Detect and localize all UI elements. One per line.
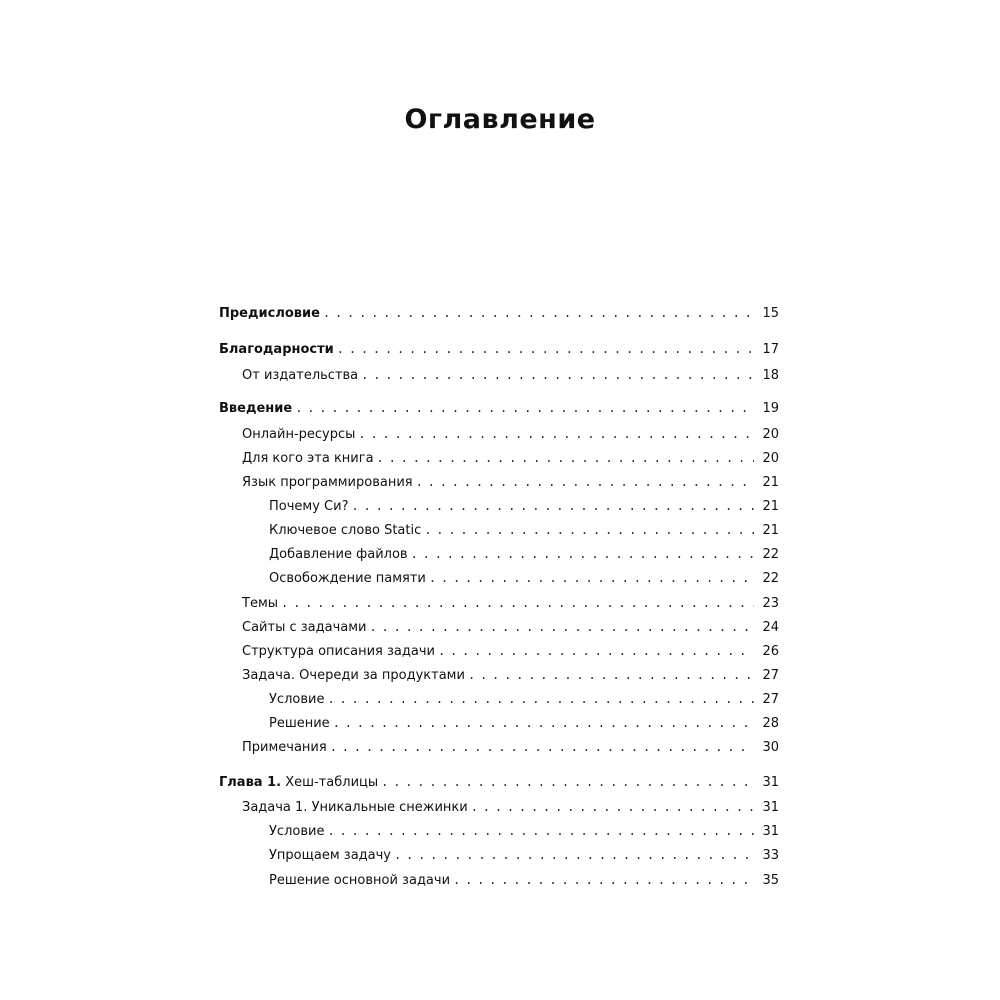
toc-entry: Ключевое слово Static . . . 21 [269,520,779,540]
toc-entry: Условие . . . 31 [269,821,779,841]
page-number: 35 [762,873,779,888]
page-number: 27 [762,668,779,683]
dot-leader [281,593,754,613]
dot-leader [471,797,754,817]
dot-leader [468,665,754,685]
page-number: 17 [762,342,779,357]
dot-leader [411,544,754,564]
toc-entry: Почему Си? . . . 21 [269,496,779,516]
page-number: 18 [762,368,779,383]
toc-entry: Структура описания задачи . . . 26 [242,641,779,661]
toc-entry: Язык программирования . . . 21 [242,472,779,492]
page-title: Оглавление [404,104,596,135]
toc-entry: Глава 1. Хеш-таблицы . . . 31 [219,772,779,792]
page-number: 21 [762,499,779,514]
dot-leader [327,689,754,709]
toc-entry: Условие . . . 27 [269,689,779,709]
toc-entry: Предисловие . . . 15 [219,303,779,323]
dot-leader [369,617,754,637]
toc-entry: Для кого эта книга . . . 20 [242,448,779,468]
dot-leader [337,339,754,359]
toc-entry: Онлайн-ресурсы . . . 20 [242,424,779,444]
page-number: 15 [762,306,779,321]
page-number: 28 [762,716,779,731]
dot-leader [330,737,754,757]
dot-leader [333,713,754,733]
toc-entry: Благодарности . . . 17 [219,339,779,359]
dot-leader [416,472,754,492]
page-number: 24 [762,620,779,635]
toc-entry: Упрощаем задачу . . . 33 [269,845,779,865]
page-number: 21 [762,523,779,538]
toc-entry: Решение основной задачи . . . 35 [269,870,779,890]
toc-entry: От издательства . . . 18 [242,365,779,385]
toc-entry: Сайты с задачами . . . 24 [242,617,779,637]
page-number: 23 [762,596,779,611]
dot-leader [438,641,754,661]
dot-leader [358,424,754,444]
page-number: 27 [762,692,779,707]
page-number: 31 [762,824,779,839]
dot-leader [323,303,754,323]
page-number: 19 [762,401,779,416]
page-number: 22 [762,571,779,586]
dot-leader [377,448,754,468]
dot-leader [394,845,754,865]
dot-leader [424,520,754,540]
dot-leader [453,870,754,890]
dot-leader [351,496,754,516]
toc-entry: Добавление файлов . . . 22 [269,544,779,564]
page-number: 33 [762,848,779,863]
page-number: 20 [762,451,779,466]
page-number: 26 [762,644,779,659]
dot-leader [429,568,754,588]
toc-entry: Освобождение памяти . . . 22 [269,568,779,588]
toc-entry: Примечания . . . 30 [242,737,779,757]
toc-entry: Задача 1. Уникальные снежинки . . . 31 [242,797,779,817]
table-of-contents [219,0,779,1000]
toc-entry: Решение . . . 28 [269,713,779,733]
page-number: 20 [762,427,779,442]
page-number: 22 [762,547,779,562]
page-number: 30 [762,740,779,755]
dot-leader [327,821,754,841]
dot-leader [361,365,754,385]
page-number: 31 [762,775,779,790]
page-number: 31 [762,800,779,815]
toc-entry: Введение . . . 19 [219,398,779,418]
toc-entry: Темы . . . 23 [242,593,779,613]
dot-leader [381,772,754,792]
dot-leader [295,398,754,418]
toc-entry: Задача. Очереди за продуктами . . . 27 [242,665,779,685]
page-number: 21 [762,475,779,490]
